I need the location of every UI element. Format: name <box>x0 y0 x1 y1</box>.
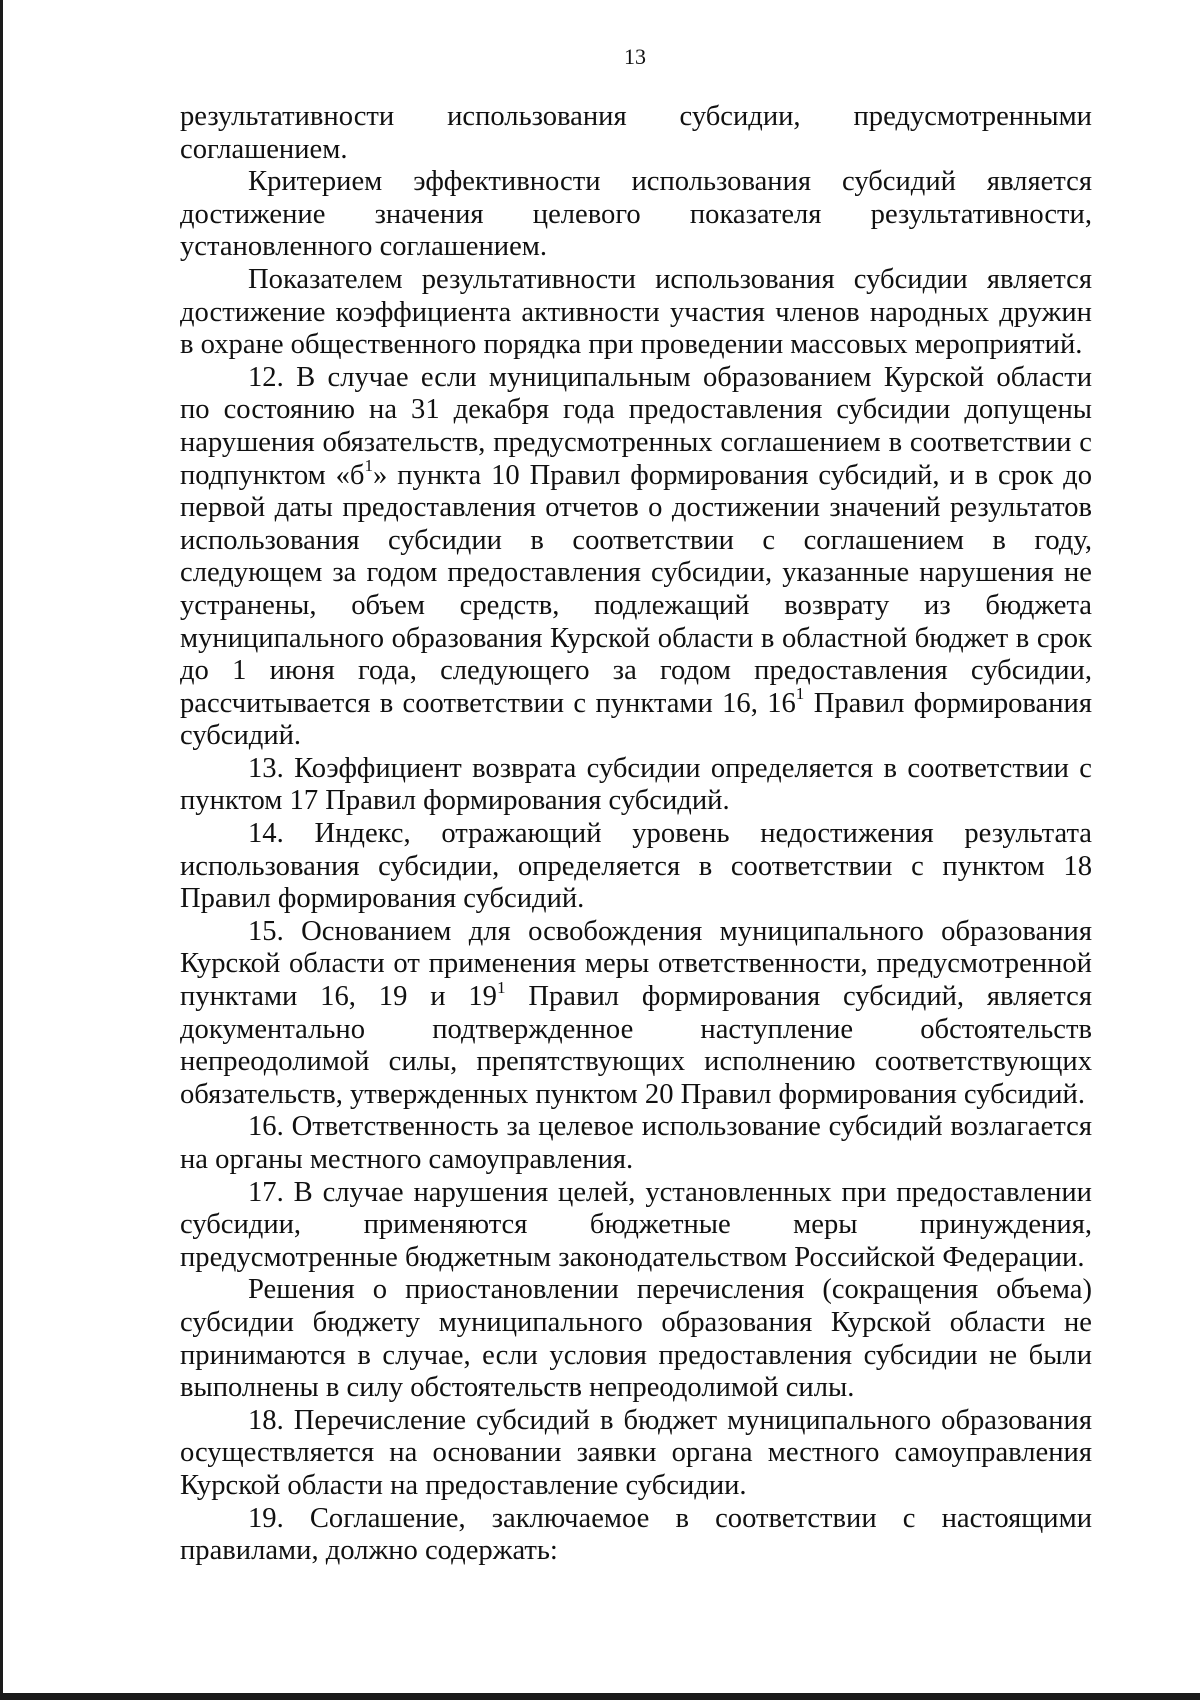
scan-edge-left <box>0 0 3 1700</box>
paragraph-item-12 <box>180 362 1092 753</box>
paragraph-item-12-part-3: Правил формирования субсидий. <box>180 687 1092 752</box>
paragraph-item-19: 19. Соглашение, заключаемое в соответствии с настоящими правилами, должно содержать: <box>180 1502 1092 1567</box>
paragraph-item-17: 17. В случае нарушения целей, установленных при предоставлении субсидии, применяются бюджетные меры принуждения, предусмотренные бюджетным законодательством Российской Федерации. <box>180 1176 1092 1273</box>
paragraph-item-12-part-2: » пункта 10 Правил формирования субсидий, и в срок до первой даты предоставления отчетов о достижении значений результатов использования субсидии в соответствии с соглашением в году, следующем за годом предоставления субсидии, указанные нарушения не устранены, объем средств, подлежащий возврату из бюджета муниципального образования Курской области в областной бюджет в срок до 1 июня года, следующего за годом предоставления субсидии, рассчитывается в соответствии с пунктами 16, 16 <box>180 459 1092 719</box>
superscript-1: 1 <box>364 456 374 475</box>
paragraph-item-15 <box>180 916 1092 1112</box>
paragraph-item-16: 16. Ответственность за целевое использование субсидий возлагается на органы местного самоуправления. <box>180 1111 1092 1175</box>
document-body <box>180 101 1092 1568</box>
paragraph-item-14: 14. Индекс, отражающий уровень недостижения результата использования субсидии, определяется в соответствии с пунктом 18 Правил формирования субсидий. <box>180 818 1092 915</box>
paragraph-item-13: 13. Коэффициент возврата субсидии определяется в соответствии с пунктом 17 Правил формирования субсидий. <box>180 752 1092 817</box>
paragraph-efficiency-criterion: Критерием эффективности использования субсидий является достижение значения целевого показателя результативности, установленного соглашением. <box>180 166 1092 263</box>
superscript-1: 1 <box>795 684 805 704</box>
page-number: 13 <box>624 44 646 69</box>
paragraph-item-12-part-1: 12. В случае если муниципальным образованием Курской области по состоянию на 31 декабря года предоставления субсидии допущены нарушения обязательств, предусмотренных соглашением в соответствии с подпунктом «б <box>180 361 1092 491</box>
paragraph-suspension-decisions: Решения о приостановлении перечисления (сокращения объема) субсидии бюджету муниципального образования Курской области не принимаются в случае, если условия предоставления субсидии не были выполнены в силу обстоятельств непреодолимой силы. <box>180 1274 1092 1404</box>
paragraph-item-18: 18. Перечисление субсидий в бюджет муниципального образования осуществляется на основании заявки органа местного самоуправления Курской области на предоставление субсидии. <box>180 1404 1092 1501</box>
paragraph-item-15-part-1: 15. Основанием для освобождения муниципального образования Курской области от применения меры ответственности, предусмотренной пунктами 16, 19 и 19 <box>180 915 1092 1013</box>
paragraph-performance-indicator: Показателем результативности использования субсидии является достижение коэффициента активности участия членов народных дружин в охране общественного порядка при проведении массовых мероприятий. <box>180 263 1092 361</box>
paragraph-continuation: результативности использования субсидии, предусмотренными соглашением. <box>180 101 1092 165</box>
paragraph-item-15-part-2: Правил формирования субсидий, является документально подтвержденное наступление обстоятельств непреодолимой силы, препятствующих исполнению соответствующих обязательств, утвержденных пунктом 20 Правил формирования субсидий. <box>180 981 1092 1110</box>
scan-edge-bottom <box>0 1693 1200 1700</box>
superscript-1: 1 <box>496 977 506 997</box>
